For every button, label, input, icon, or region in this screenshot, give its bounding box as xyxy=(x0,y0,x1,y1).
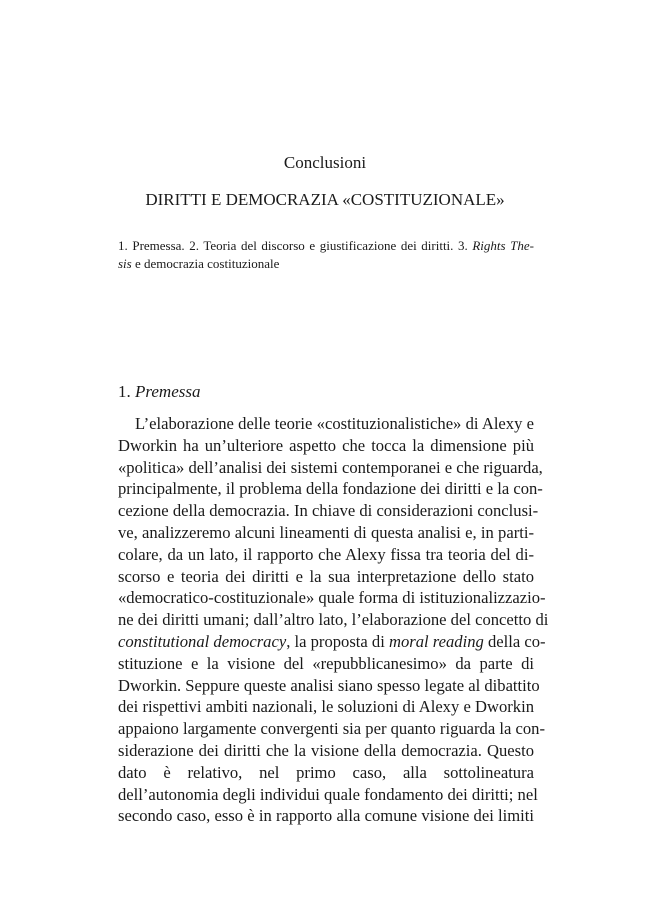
chapter-label: Conclusioni xyxy=(283,153,367,172)
text-line xyxy=(118,435,534,457)
text-segment: Dworkin. Seppure queste analisi siano spesso legate al dibattito xyxy=(118,675,540,695)
text-line xyxy=(118,631,546,653)
text-segment: siderazione dei diritti che la visione della democrazia. Questo xyxy=(118,740,534,760)
text-line xyxy=(118,740,534,762)
text-segment: principalmente, il problema della fondazione dei diritti e la con- xyxy=(118,479,543,499)
text-line xyxy=(118,522,534,544)
text-segment: cezione della democrazia. In chiave di considerazioni conclusi- xyxy=(118,501,539,521)
text-line xyxy=(118,609,549,631)
summary-text: e democrazia costituzionale xyxy=(131,256,280,271)
italic-text: moral reading xyxy=(389,631,484,651)
text-segment: ve, analizzeremo alcuni lineamenti di questa analisi e, in parti- xyxy=(118,522,534,542)
text-segment: stituzione e la visione del «repubblicanesimo» da parte di xyxy=(118,653,534,673)
summary-italic-text: Rights The- xyxy=(472,238,534,253)
text-segment: colare, da un lato, il rapporto che Alexy fissa tra teoria del di- xyxy=(118,544,534,564)
text-line xyxy=(118,784,538,806)
text-segment: dell’autonomia degli individui quale fondamento dei diritti; nel xyxy=(118,784,538,804)
section-title: Premessa xyxy=(135,382,201,401)
text-line xyxy=(118,413,534,435)
text-segment: scorso e teoria dei diritti e la sua interpretazione dello stato xyxy=(118,566,534,586)
text-line xyxy=(118,675,540,697)
text-line xyxy=(118,762,534,784)
text-segment: dato è relativo, nel primo caso, alla sottolineatura xyxy=(118,762,534,782)
text-line xyxy=(118,718,545,740)
text-line xyxy=(118,478,543,500)
text-segment: dei rispettivi ambiti nazionali, le soluzioni di Alexy e Dworkin xyxy=(118,697,534,717)
text-line xyxy=(118,587,546,609)
text-line xyxy=(118,653,534,675)
text-segment: «politica» dell’analisi dei sistemi contemporanei e che riguarda, xyxy=(118,457,543,477)
text-segment: L’elaborazione delle teorie «costituzionalistiche» di Alexy e xyxy=(135,414,534,433)
text-line xyxy=(118,566,534,588)
text-line xyxy=(118,544,534,566)
body-paragraph xyxy=(118,413,549,827)
text-line xyxy=(118,696,534,718)
text-line xyxy=(118,805,534,827)
text-segment: secondo caso, esso è in rapporto alla comune visione dei limiti xyxy=(118,806,534,826)
text-segment: , la proposta di xyxy=(286,631,389,651)
chapter-summary xyxy=(118,237,534,273)
section-heading xyxy=(118,381,200,403)
text-segment: «democratico-costituzionale» quale forma di istituzionalizzazio- xyxy=(118,588,546,608)
chapter-title: DIRITTI E DEMOCRAZIA «COSTITUZIONALE» xyxy=(145,190,505,209)
text-segment: Dworkin ha un’ulteriore aspetto che tocca la dimensione più xyxy=(118,435,534,455)
text-line xyxy=(118,500,539,522)
text-segment: appaiono largamente convergenti sia per quanto riguarda la con- xyxy=(118,719,545,739)
summary-text: 1. Premessa. 2. Teoria del discorso e giustificazione dei diritti. 3. xyxy=(118,238,473,253)
section-number: 1. xyxy=(118,382,135,401)
text-line xyxy=(118,457,543,479)
summary-line xyxy=(118,255,534,273)
summary-line xyxy=(118,237,534,255)
text-segment: ne dei diritti umani; dall’altro lato, l’elaborazione del concetto di xyxy=(118,610,549,630)
italic-text: constitutional democracy xyxy=(118,631,287,651)
text-segment: della co- xyxy=(483,631,546,651)
summary-italic-text: sis xyxy=(118,256,132,271)
